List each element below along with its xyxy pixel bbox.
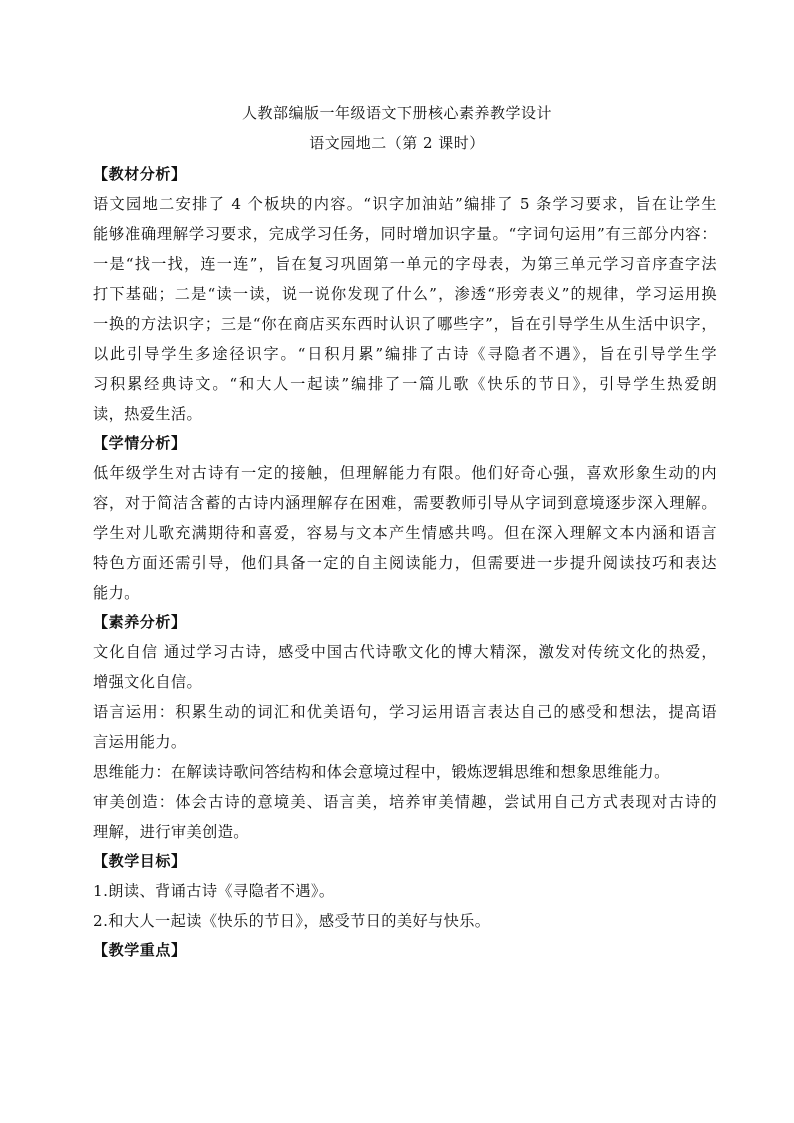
paragraph-line: 审美创造：体会古诗的意境美、语言美，培养审美情趣，尝试用自己方式表现对古诗的 <box>93 793 717 811</box>
document-body <box>93 160 717 965</box>
document-title: 人教部编版一年级语文下册核心素养教学设计 <box>241 104 552 122</box>
paragraph-line: 打下基础；二是“读一读，说一说你发现了什么”，渗透“形旁表义”的规律，学习运用换 <box>93 285 717 303</box>
section-paragraph <box>93 637 717 847</box>
paragraph-line: 2.和大人一起读《快乐的节日》，感受节日的美好与快乐。 <box>93 912 491 930</box>
section-heading: 【教学目标】 <box>93 852 187 870</box>
paragraph-line: 1.朗读、背诵古诗《寻隐者不遇》。 <box>93 882 335 900</box>
paragraph-line: 低年级学生对古诗有一定的接触，但理解能力有限。他们好奇心强，喜欢形象生动的内 <box>93 464 717 482</box>
section-heading: 【教材分析】 <box>93 165 187 183</box>
section-heading: 【学情分析】 <box>93 434 187 452</box>
section-paragraph <box>93 458 717 608</box>
paragraph-line: 一是“找一找，连一连”，旨在复习巩固第一单元的字母表，为第三单元学习音序查字法 <box>93 255 717 273</box>
section-paragraph <box>93 189 717 429</box>
paragraph-line: 增强文化自信。 <box>93 673 203 691</box>
paragraph-line: 语文园地二安排了 4 个板块的内容。“识字加油站”编排了 5 条学习要求，旨在让学生 <box>93 195 717 213</box>
paragraph-line: 理解，进行审美创造。 <box>93 823 249 841</box>
paragraph-line: 以此引导学生多途径识字。“日积月累”编排了古诗《寻隐者不遇》，旨在引导学生学 <box>93 345 717 363</box>
paragraph-line: 文化自信 通过学习古诗，感受中国古代诗歌文化的博大精深，激发对传统文化的热爱， <box>93 643 717 661</box>
paragraph-line: 思维能力：在解读诗歌问答结构和体会意境过程中，锻炼逻辑思维和想象思维能力。 <box>93 763 670 781</box>
section-heading: 【素养分析】 <box>93 613 187 631</box>
paragraph-line: 学生对儿歌充满期待和喜爱，容易与文本产生情感共鸣。但在深入理解文本内涵和语言 <box>93 524 717 542</box>
paragraph-line: 语言运用：积累生动的词汇和优美语句，学习运用语言表达自己的感受和想法，提高语 <box>93 703 717 721</box>
lesson-subtitle: 语文园地二（第 2 课时） <box>309 134 485 152</box>
paragraph-line: 言运用能力。 <box>93 733 187 751</box>
paragraph-line: 能力。 <box>93 584 140 602</box>
paragraph-line: 容，对于简洁含蓄的古诗内涵理解存在困难，需要教师引导从字词到意境逐步深入理解。 <box>93 494 717 512</box>
section-heading: 【教学重点】 <box>93 941 187 959</box>
paragraph-line: 一换的方法识字；三是“你在商店买东西时认识了哪些字”，旨在引导学生从生活中识字， <box>93 315 717 333</box>
paragraph-line: 能够准确理解学习要求，完成学习任务，同时增加识字量。“字词句运用”有三部分内容： <box>93 225 717 243</box>
section-paragraph <box>93 876 717 936</box>
paragraph-line: 特色方面还需引导，他们具备一定的自主阅读能力，但需要进一步提升阅读技巧和表达 <box>93 554 717 572</box>
paragraph-line: 习积累经典诗文。“和大人一起读”编排了一篇儿歌《快乐的节日》，引导学生热爱朗 <box>93 375 717 393</box>
paragraph-line: 读，热爱生活。 <box>93 405 203 423</box>
